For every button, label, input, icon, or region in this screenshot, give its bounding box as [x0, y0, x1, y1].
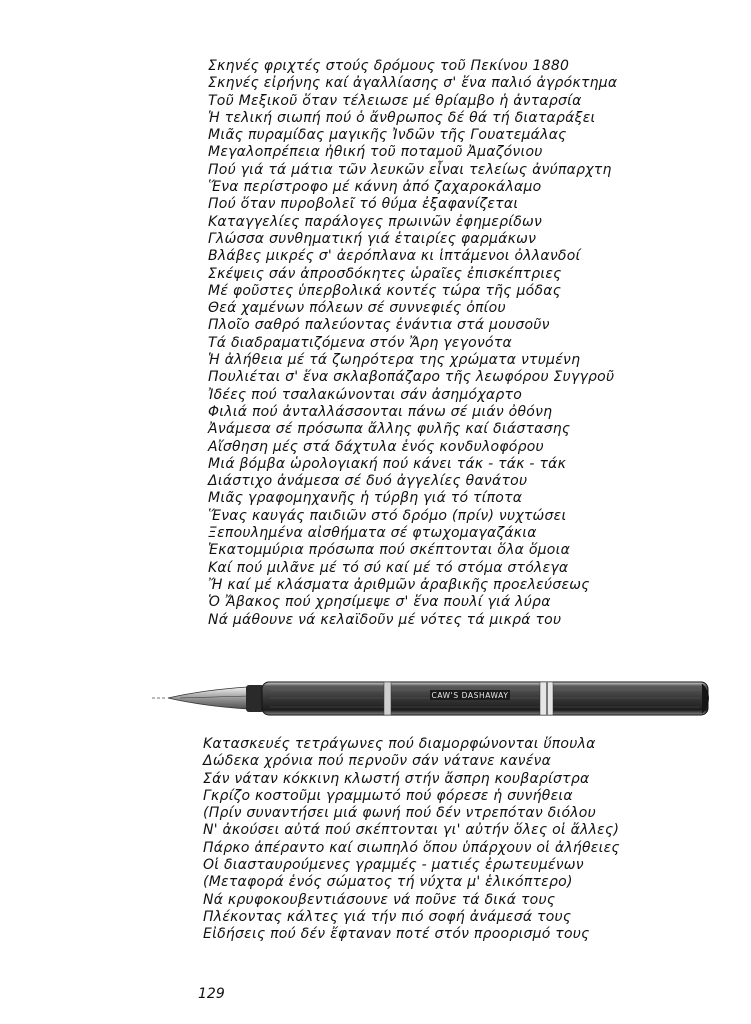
poem-line: Γλώσσα συνθηματική γιά ἑταιρίες φαρμάκων: [208, 230, 537, 247]
fountain-pen-illustration: [150, 676, 720, 722]
poem-line: Ἤ καί μέ κλάσματα ἀριθμῶν ἀραβικῆς προελεύσεως: [208, 576, 590, 593]
poem-line: Ξεπουλημένα αἰσθήματα σέ φτωχομαγαζάκια: [208, 525, 537, 542]
poem-line: Ἡ ἀλήθεια μέ τά ζωηρότερα της χρώματα ντυμένη: [208, 352, 581, 369]
poem-line: Σάν νάταν κόκκινη κλωστή στήν ἄσπρη κουβαρίστρα: [203, 770, 590, 787]
poem-line: Σκέψεις σάν ἀπροσδόκητες ὡραῖες ἐπισκέπτριες: [208, 265, 562, 282]
poem-line: Πουλιέται σ' ἕνα σκλαβοπάζαρο τῆς λεωφόρου Συγγροῦ: [208, 369, 615, 386]
poem-line: Ἰδέες πού τσαλακώνονται σάν ἀσημόχαρτο: [208, 386, 523, 403]
poem-line: Διάστιχο ἀνάμεσα σέ δυό ἀγγελίες θανάτου: [208, 473, 528, 490]
poem-line: Ἕνας καυγάς παιδιῶν στό δρόμο (πρίν) νυχτώσει: [208, 507, 567, 524]
poem-line: Νά κρυφοκουβεντιάσουνε νά ποῦνε τά δικά τους: [203, 891, 556, 908]
poem-line: Κατασκευές τετράγωνες πού διαμορφώνονται ὕπουλα: [203, 736, 596, 752]
poem-line: Οἱ διασταυρούμενες γραμμές - ματιές ἐρωτευμένων: [203, 857, 584, 874]
poem-line: Νά μάθουνε νά κελαϊδοῦν μέ νότες τά μικρά του: [208, 611, 562, 628]
poem-line: Ἀνάμεσα σέ πρόσωπα ἄλλης φυλῆς καί διάστασης: [208, 421, 571, 438]
poem-stanza-2: [203, 736, 620, 944]
poem-line: Μέ φοῦστες ὑπερβολικά κοντές τώρα τῆς μόδας: [208, 282, 562, 299]
poem-line: Φιλιά πού ἀνταλλάσσονται πάνω σέ μιάν ὀθόνη: [208, 403, 553, 420]
poem-line: Σκηνές εἰρήνης καί ἀγαλλίασης σ' ἕνα παλιό ἀγρόκτημα: [208, 75, 618, 92]
poem-line: Τοῦ Μεξικοῦ ὅταν τέλειωσε μέ θρίαμβο ἡ ἀνταρσία: [208, 92, 582, 109]
poem-line: Ἑκατομμύρια πρόσωπα πού σκέπτονται ὅλα ὅμοια: [208, 542, 571, 559]
poem-line: Τά διαδραματιζόμενα στόν Ἄρη γεγονότα: [208, 334, 513, 351]
poem-line: (Πρίν συναντήσει μιά φωνή πού δέν ντρεπόταν διόλου: [203, 805, 596, 822]
pen-imprint: CAW'S DASHAWAY: [431, 691, 509, 700]
poem-line: Αἴσθηση μές στά δάχτυλα ἑνός κονδυλοφόρου: [208, 438, 544, 455]
poem-line: Ὁ Ἄβακος πού χρησίμεψε σ' ἕνα πουλί γιά λύρα: [208, 594, 551, 611]
poem-line: Πλέκοντας κάλτες γιά τήν πιό σοφή ἀνάμεσά τους: [203, 908, 572, 925]
poem-line: Πού ὅταν πυροβολεῖ τό θύμα ἐξαφανίζεται: [208, 196, 519, 213]
poem-line: Καταγγελίες παράλογες πρωινῶν ἐφημερίδων: [208, 213, 543, 230]
poem-line: Ν' ἀκούσει αὐτά πού σκέπτονται γι' αὐτήν ὅλες οἱ ἄλλες): [203, 822, 620, 839]
poem-line: Πού γιά τά μάτια τῶν λευκῶν εἶναι τελείως ἀνύπαρχτη: [208, 161, 612, 178]
poem-line: Μιᾶς γραφομηχανῆς ἡ τύρβη γιά τό τίποτα: [208, 490, 523, 507]
poem-line: Βλάβες μικρές σ' ἀερόπλανα κι ἱπτάμενοι ὀλλανδοί: [208, 248, 581, 265]
poem-line: Πάρκο ἀπέραντο καί σιωπηλό ὅπου ὑπάρχουν οἱ ἀλήθειες: [203, 839, 620, 856]
poem-line: Εἰδήσεις πού δέν ἔφταναν ποτέ στόν προορισμό τους: [203, 926, 590, 943]
poem-line: Ἡ τελική σιωπή πού ὁ ἄνθρωπος δέ θά τή διαταράξει: [208, 109, 596, 126]
poem-line: Δώδεκα χρόνια πού περνοῦν σάν νάτανε κανένα: [203, 753, 552, 770]
poem-line: Μιά βόμβα ὡρολογιακή πού κάνει τάκ - τάκ - τάκ: [208, 455, 567, 472]
poem-line: Θεά χαμένων πόλεων σέ συννεφιές ὀπίου: [208, 300, 506, 317]
poem-line: Μιᾶς πυραμίδας μαγικῆς Ἰνδῶν τῆς Γουατεμάλας: [208, 127, 567, 144]
poem-line: (Μεταφορά ἑνός σώματος τή νύχτα μ' ἑλικόπτερο): [203, 874, 573, 891]
poem-line: Γκρίζο κοστοῦμι γραμμωτό πού φόρεσε ἡ συνήθεια: [203, 787, 573, 804]
poem-line: Καί πού μιλᾶνε μέ τό σύ καί μέ τό στόμα στόλεγα: [208, 559, 569, 576]
page-number: 129: [198, 986, 225, 1002]
poem-stanza-1: [208, 58, 617, 629]
poem-line: Ἕνα περίστροφο μέ κάννη ἀπό ζαχαροκάλαμο: [208, 179, 542, 196]
poem-line: Πλοῖο σαθρό παλεύοντας ἐνάντια στά μουσοῦν: [208, 317, 550, 334]
poem-line: Μεγαλοπρέπεια ἠθική τοῦ ποταμοῦ Ἀμαζόνιου: [208, 144, 543, 161]
poem-line: Σκηνές φριχτές στούς δρόμους τοῦ Πεκίνου 1880: [208, 58, 570, 74]
